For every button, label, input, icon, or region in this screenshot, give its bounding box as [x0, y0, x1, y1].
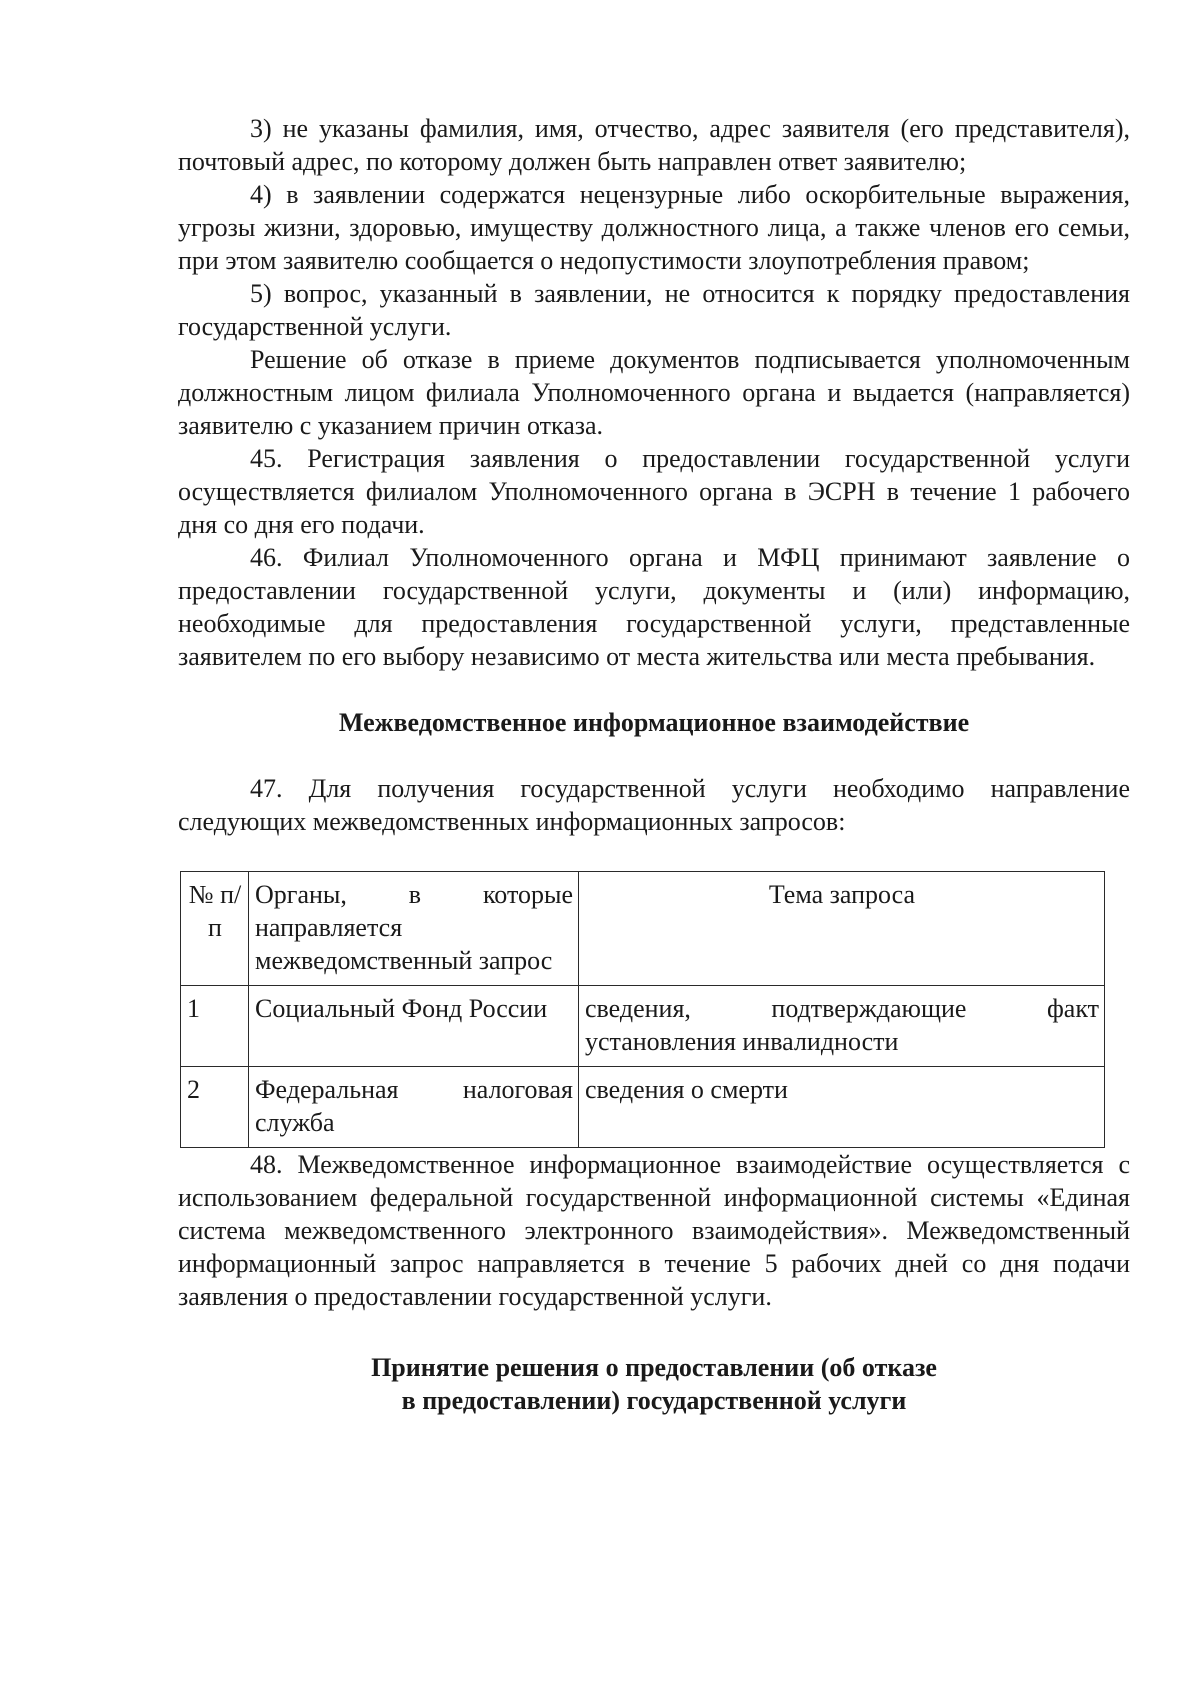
table-header-row [181, 872, 1105, 986]
interagency-requests-table [180, 871, 1105, 1148]
table-row [181, 986, 1105, 1067]
row-number: 1 [181, 986, 249, 1067]
paragraph-refusal-decision: Решение об отказе в приеме документов подписывается уполномоченным должностным лицом филиала Уполномоченного органа и выдается (направляется) заявителю с указанием причин отказа. [178, 345, 1130, 440]
header-agencies: Органы, в которые направляется межведомственный запрос [249, 872, 579, 986]
row-number: 2 [181, 1067, 249, 1148]
row-agency: Социальный Фонд России [249, 986, 579, 1067]
paragraph-46: 46. Филиал Уполномоченного органа и МФЦ принимают заявление о предоставлении государственной услуги, документы и (или) информацию, необходимые для предоставления государственной услуги, представленные заявителем по его выбору независимо от места жительства или места пребывания. [178, 543, 1130, 671]
row-topic: сведения о смерти [579, 1067, 1105, 1148]
heading-line-1: Принятие решения о предоставлении (об отказе [371, 1353, 937, 1382]
heading-line-2: в предоставлении) государственной услуги [401, 1386, 907, 1415]
paragraph-48: 48. Межведомственное информационное взаимодействие осуществляется с использованием федеральной государственной информационной системы «Единая система межведомственного электронного взаимодействия». Межведомственный информационный запрос направляется в течение 5 рабочих дней со дня подачи заявления о предоставлении государственной услуги. [178, 1150, 1130, 1311]
section-heading-decision [178, 1351, 1130, 1417]
paragraph-45: 45. Регистрация заявления о предоставлении государственной услуги осуществляется филиалом Уполномоченного органа в ЭСРН в течение 1 рабочего дня со дня его подачи. [178, 444, 1130, 539]
table-row [181, 1067, 1105, 1148]
paragraph-item-4: 4) в заявлении содержатся нецензурные либо оскорбительные выражения, угрозы жизни, здоровью, имуществу должностного лица, а также членов его семьи, при этом заявителю сообщается о недопустимости злоупотребления правом; [178, 180, 1130, 275]
paragraph-47: 47. Для получения государственной услуги необходимо направление следующих межведомственных информационных запросов: [178, 774, 1130, 836]
row-topic: сведения, подтверждающие факт установления инвалидности [579, 986, 1105, 1067]
section-heading-interagency: Межведомственное информационное взаимодействие [338, 708, 970, 737]
paragraph-item-5: 5) вопрос, указанный в заявлении, не относится к порядку предоставления государственной услуги. [178, 279, 1130, 341]
header-topic: Тема запроса [579, 872, 1105, 986]
header-number: № п/п [181, 872, 249, 986]
document-body [178, 112, 1130, 1417]
paragraph-item-3: 3) не указаны фамилия, имя, отчество, адрес заявителя (его представителя), почтовый адрес, по которому должен быть направлен ответ заявителю; [178, 114, 1130, 176]
row-agency: Федеральная налоговая служба [249, 1067, 579, 1148]
